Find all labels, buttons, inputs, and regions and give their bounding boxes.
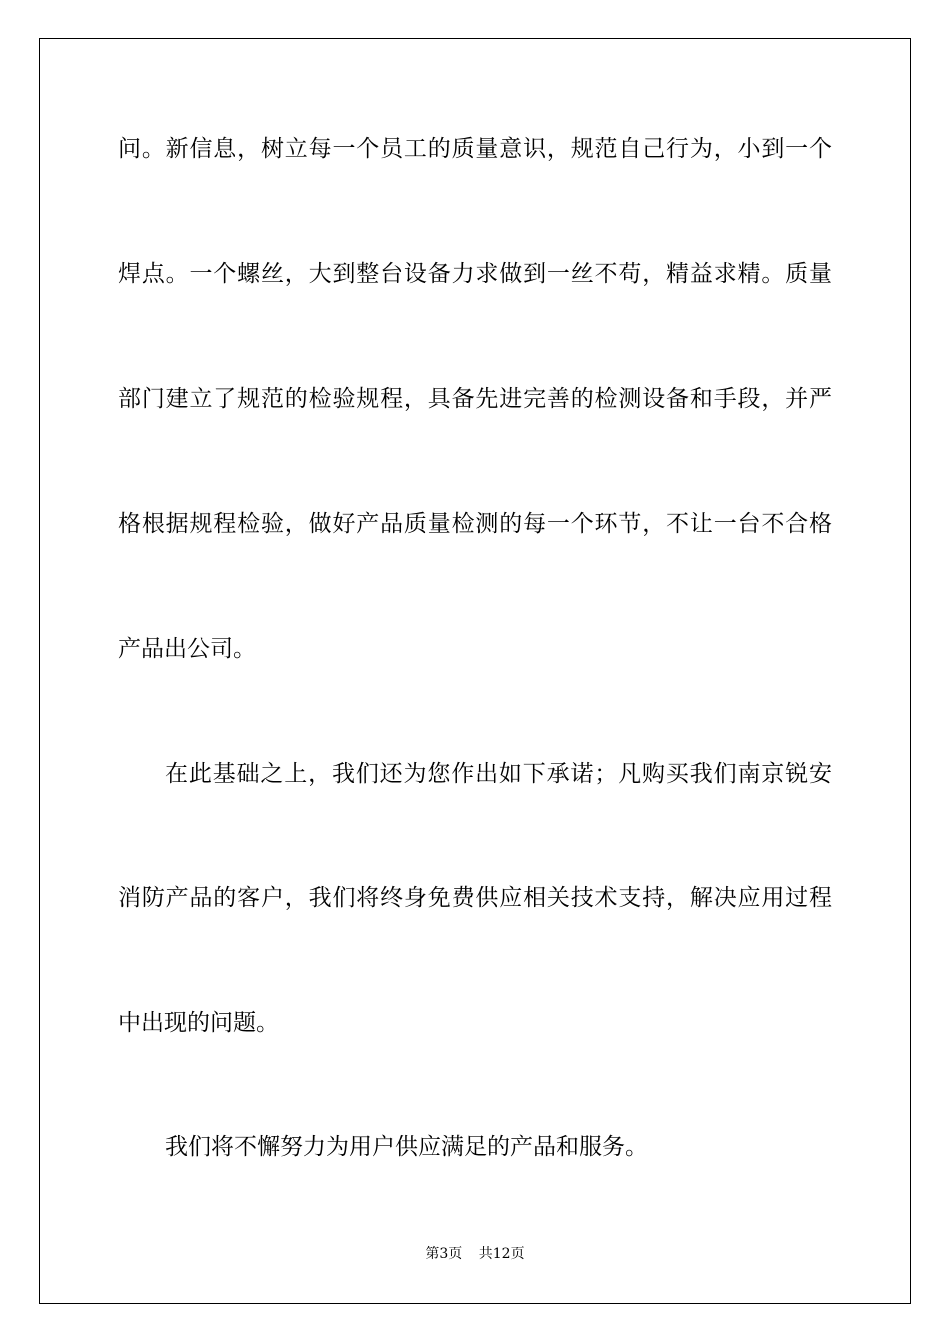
text-line: 我们将不懈努力为用户供应满足的产品和服务。	[165, 1134, 648, 1160]
page-footer	[0, 1244, 950, 1264]
page-border	[39, 38, 911, 1304]
text-line: 焊点。一个螺丝，大到整台设备力求做到一丝不苟，精益求精。质量	[118, 261, 832, 287]
text-line: 消防产品的客户，我们将终身免费供应相关技术支持，解决应用过程	[118, 885, 832, 911]
page-total: 共12页	[478, 1246, 525, 1262]
text-line: 问。新信息，树立每一个员工的质量意识，规范自己行为，小到一个	[118, 136, 832, 162]
text-line: 格根据规程检验，做好产品质量检测的每一个环节，不让一台不合格	[118, 511, 832, 537]
text-line: 中出现的问题。	[118, 1010, 279, 1036]
page-number: 第3页	[425, 1246, 463, 1262]
text-line: 部门建立了规范的检验规程，具备先进完善的检测设备和手段，并严	[118, 386, 832, 412]
text-line: 在此基础之上，我们还为您作出如下承诺；凡购买我们南京锐安	[165, 761, 832, 787]
text-line: 产品出公司。	[118, 636, 256, 662]
